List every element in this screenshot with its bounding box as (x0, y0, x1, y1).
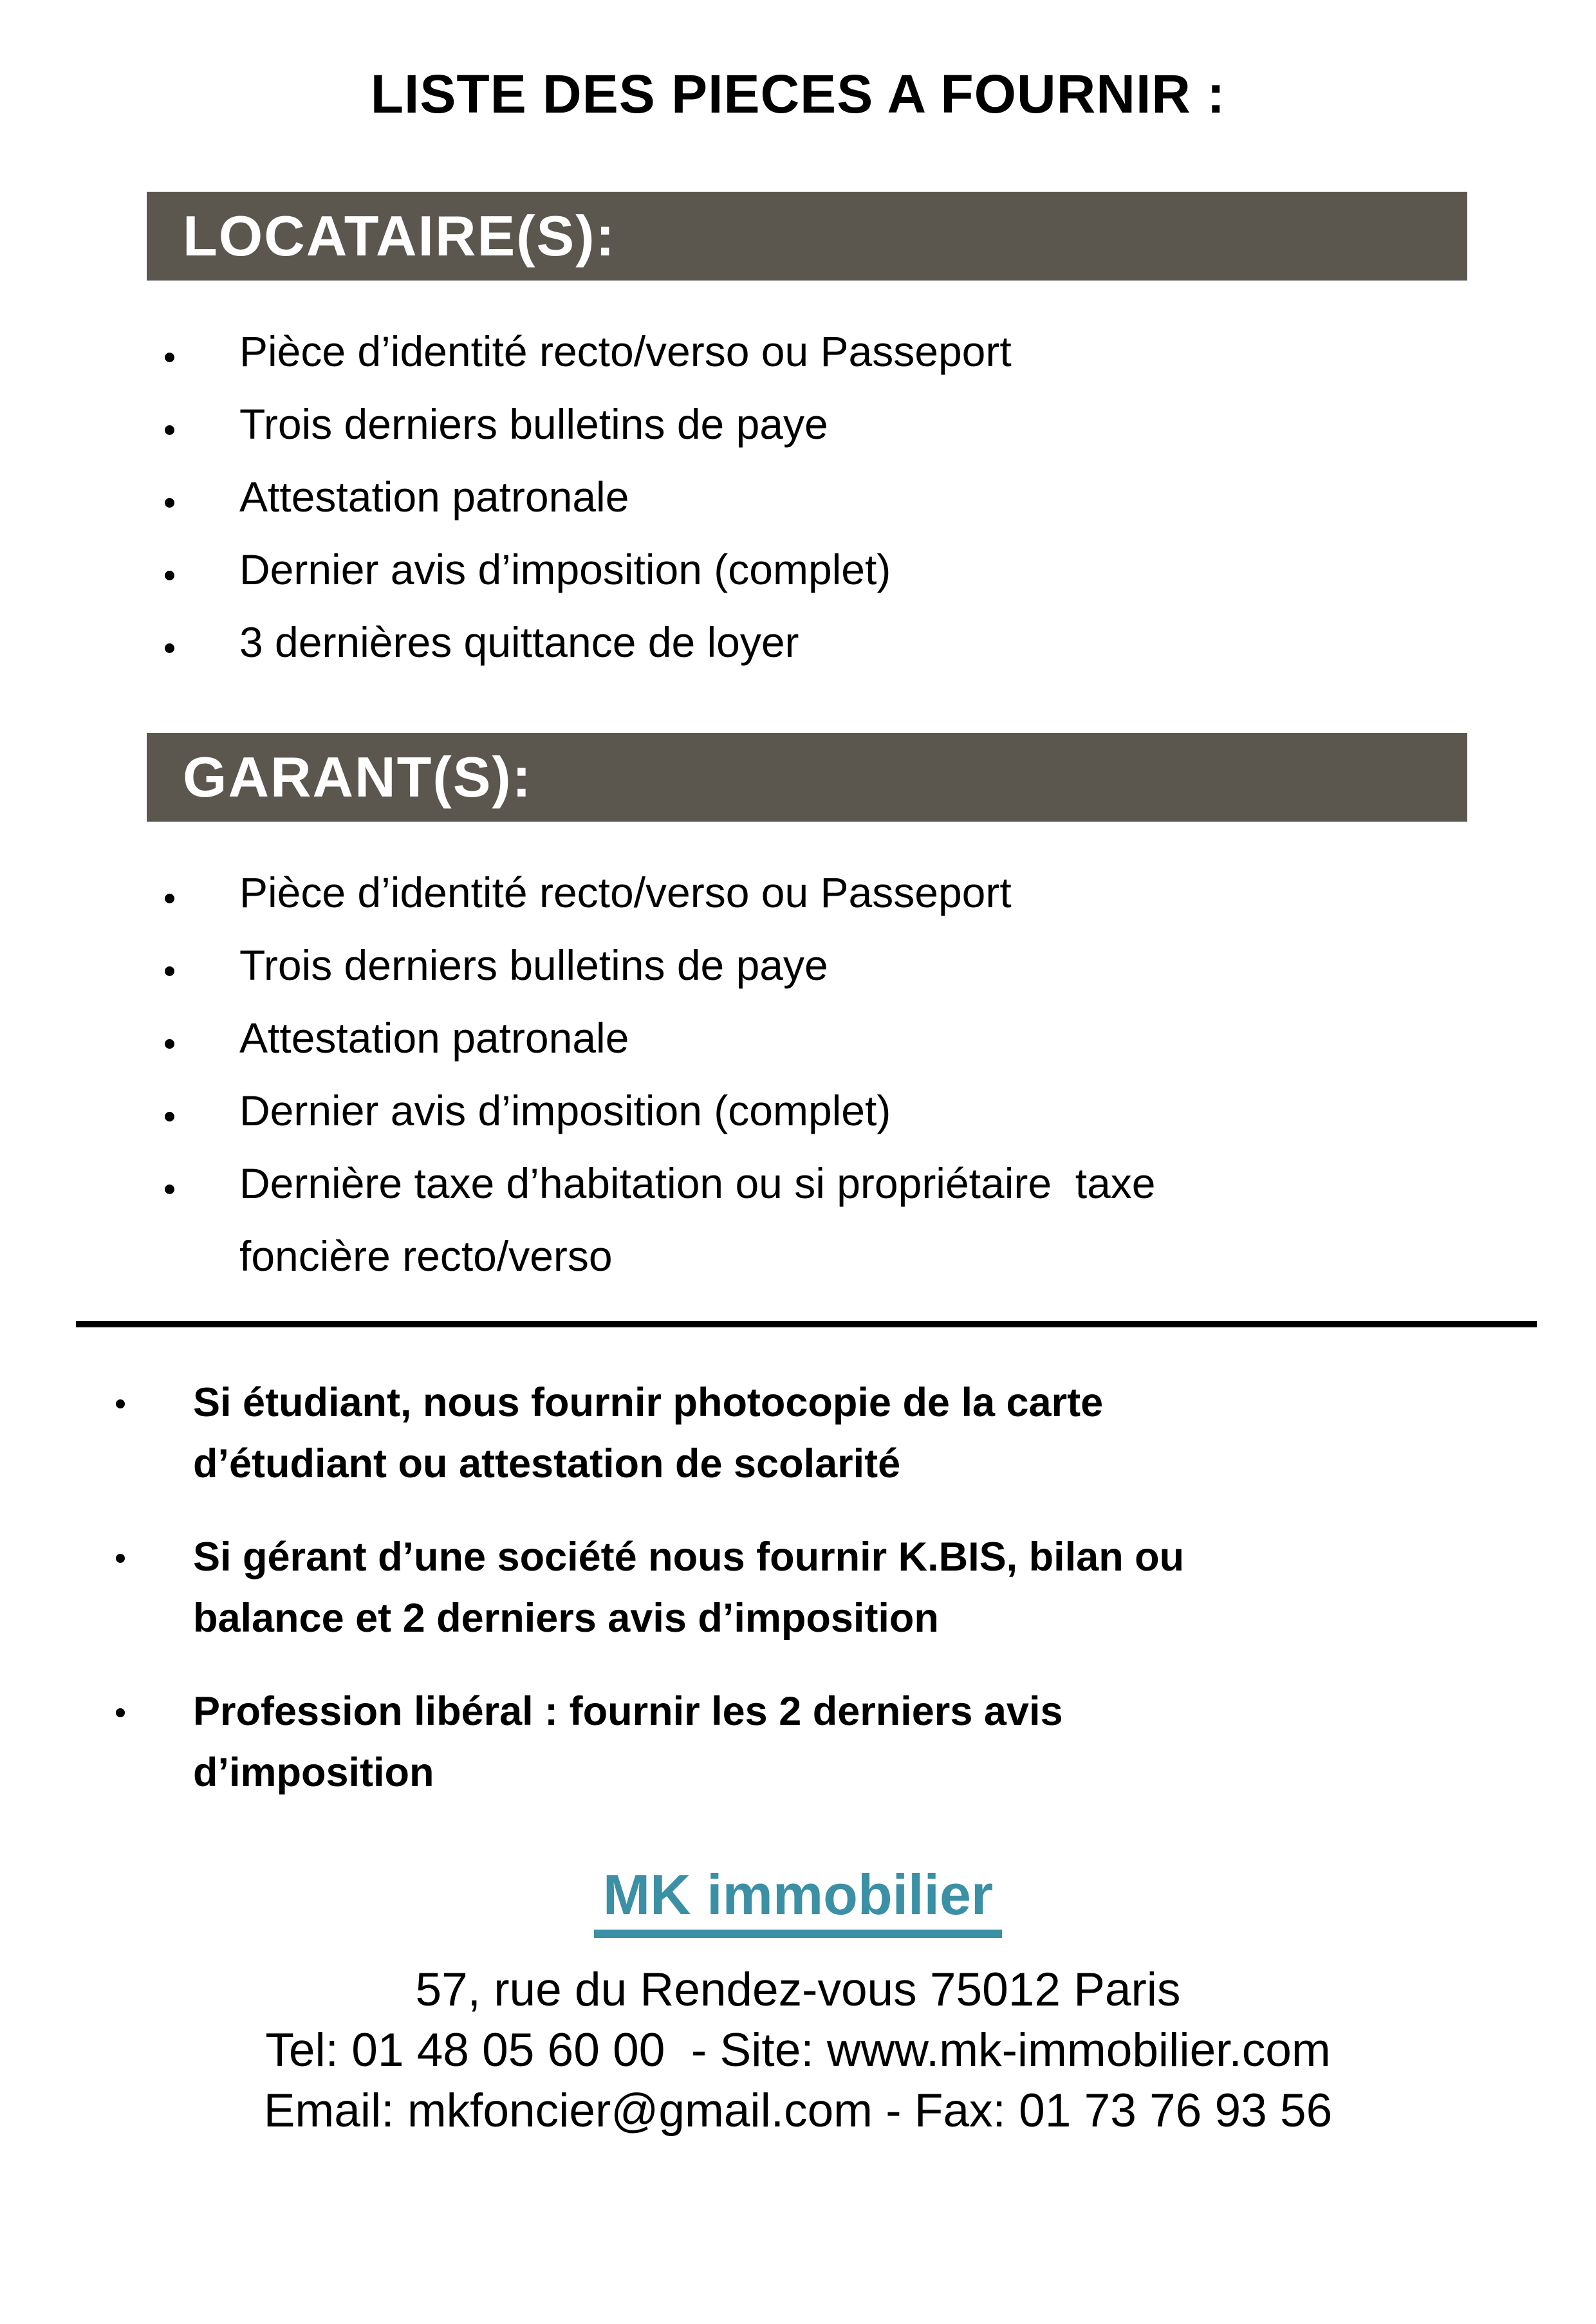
list-item (0, 315, 1596, 388)
list-item (0, 461, 1596, 533)
notes-list (0, 1372, 1596, 1803)
note-line: Profession libéral : fournir les 2 derniers avis (193, 1689, 1063, 1734)
list-item-line: Trois derniers bulletins de paye (239, 941, 828, 989)
phone-site-line: Tel: 01 48 05 60 00 - Site: www.mk-immobilier.com (265, 2024, 1331, 2076)
bullet-dot-icon (165, 966, 174, 976)
footer (0, 1865, 1596, 2141)
list-item-line: Attestation patronale (239, 1014, 629, 1062)
document-list (0, 856, 1596, 1293)
list-item (0, 856, 1596, 929)
bullet-dot-icon (165, 643, 174, 653)
bullet-dot-icon (116, 1399, 125, 1408)
list-item-line: Dernier avis d’imposition (complet) (239, 546, 891, 593)
bullet-dot-icon (165, 1112, 174, 1121)
bullet-dot-icon (165, 571, 174, 580)
list-item-line: 3 dernières quittance de loyer (239, 618, 799, 666)
bullet-dot-icon (116, 1708, 125, 1717)
section-header-label: GARANT(S): (183, 745, 533, 809)
section-divider (76, 1321, 1537, 1327)
list-item (0, 929, 1596, 1002)
note-line: d’imposition (193, 1750, 434, 1795)
sections-root (0, 192, 1596, 1293)
bullet-dot-icon (165, 425, 174, 435)
brand-link[interactable]: MK immobilier (594, 1865, 1002, 1938)
note-item (0, 1372, 1596, 1495)
page (0, 64, 1596, 2324)
document-list (0, 315, 1596, 679)
note-line: Si étudiant, nous fournir photocopie de la carte (193, 1380, 1104, 1425)
section-header-bar (147, 733, 1467, 822)
list-item (0, 388, 1596, 461)
list-item (0, 1147, 1596, 1293)
bullet-dot-icon (165, 353, 174, 362)
note-line: balance et 2 derniers avis d’imposition (193, 1596, 939, 1641)
list-item (0, 533, 1596, 606)
list-item (0, 606, 1596, 679)
section-header-bar (147, 192, 1467, 281)
section-header-label: LOCATAIRE(S): (183, 204, 616, 268)
list-item-line: Dernier avis d’imposition (complet) (239, 1087, 891, 1134)
bullet-dot-icon (165, 894, 174, 903)
email-fax-line: Email: mkfoncier@gmail.com - Fax: 01 73 76 93 56 (263, 2085, 1333, 2137)
note-line: d’étudiant ou attestation de scolarité (193, 1441, 901, 1486)
list-item (0, 1002, 1596, 1074)
note-line: Si gérant d’une société nous fournir K.BIS, bilan ou (193, 1535, 1185, 1580)
address-block (0, 1960, 1596, 2141)
page-title: LISTE DES PIECES A FOURNIR : (370, 64, 1226, 124)
bullet-dot-icon (116, 1554, 125, 1563)
note-item (0, 1527, 1596, 1649)
list-item-line: foncière recto/verso (239, 1232, 613, 1280)
list-item-line: Pièce d’identité recto/verso ou Passeport (239, 869, 1012, 916)
list-item-line: Trois derniers bulletins de paye (239, 400, 828, 448)
bullet-dot-icon (165, 1039, 174, 1049)
note-item (0, 1681, 1596, 1803)
address-line: 57, rue du Rendez-vous 75012 Paris (415, 1964, 1181, 2016)
list-item-line: Pièce d’identité recto/verso ou Passeport (239, 327, 1012, 375)
list-item-line: Dernière taxe d’habitation ou si propriétaire taxe (239, 1159, 1156, 1207)
bullet-dot-icon (165, 498, 174, 508)
list-item (0, 1074, 1596, 1147)
bullet-dot-icon (165, 1185, 174, 1194)
list-item-line: Attestation patronale (239, 473, 629, 521)
